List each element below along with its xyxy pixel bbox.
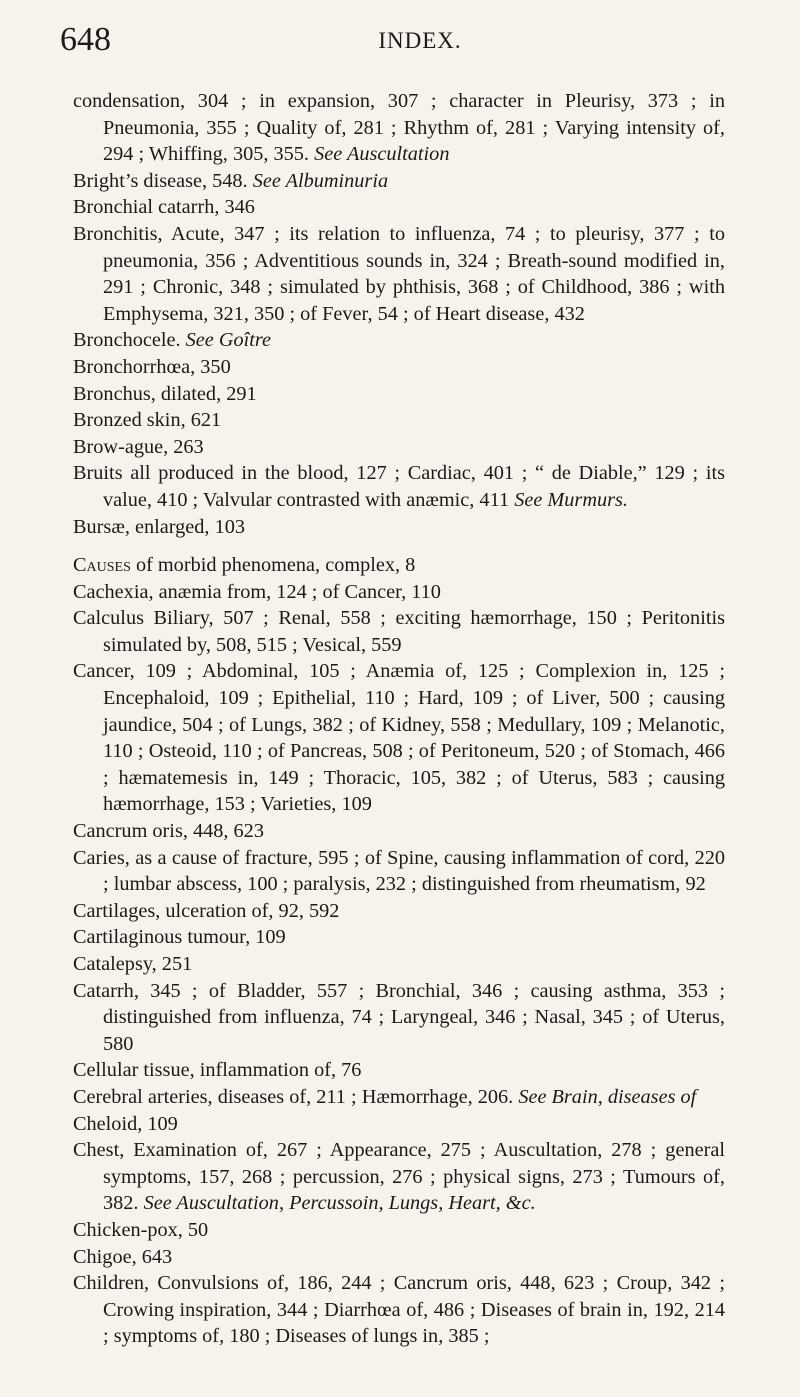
see-reference: See Auscultation, Percussoin, Lungs, Heart, &c. <box>143 1192 536 1215</box>
entry-text: Chest, Examination of, 267 ; Appearance, 275 ; Auscultation, 278 ; general symptoms, 157, 268 ; percussion, 276 ; physical signs, 273 ; Tumours of, 382. <box>73 1139 725 1215</box>
index-entry <box>73 407 725 434</box>
entry-text: Caries, as a cause of fracture, 595 ; of Spine, causing inflammation of cord, 220 ; lumbar abscess, 100 ; paralysis, 232 ; distinguished from rheumatism, 92 <box>73 846 725 896</box>
index-entry <box>73 951 725 978</box>
entry-text: Cartilages, ulceration of, 92, 592 <box>73 899 340 922</box>
index-entry <box>73 168 725 195</box>
index-entry <box>73 88 725 168</box>
entry-text: Children, Convulsions of, 186, 244 ; Cancrum oris, 448, 623 ; Croup, 342 ; Crowing inspiration, 344 ; Diarrhœa of, 486 ; Diseases of brain in, 192, 214 ; symptoms of, 180 ; Diseases of lungs in, 385 ; <box>73 1272 725 1348</box>
entry-text: Chicken-pox, 50 <box>73 1218 209 1241</box>
index-entry <box>73 354 725 381</box>
entry-text: Bronzed skin, 621 <box>73 409 222 432</box>
entry-text: Cheloid, 109 <box>73 1112 178 1135</box>
entry-text: Cancrum oris, 448, 623 <box>73 820 264 843</box>
see-reference: See Auscultation <box>314 143 450 166</box>
index-entry <box>73 1111 725 1138</box>
entry-text: Bursæ, enlarged, 103 <box>73 515 245 538</box>
running-title: INDEX. <box>378 28 462 53</box>
entry-text: condensation, 304 ; in expansion, 307 ; character in Pleurisy, 373 ; in Pneumonia, 355 ; Quality of, 281 ; Rhythm of, 281 ; Varying intensity of, 294 ; Whiffing, 305, 355. <box>73 90 725 166</box>
index-entry <box>73 434 725 461</box>
index-entry <box>73 1244 725 1271</box>
entry-text: Cerebral arteries, diseases of, 211 ; Hæmorrhage, 206. <box>73 1085 514 1108</box>
entry-text: Cartilaginous tumour, 109 <box>73 926 286 949</box>
index-entry <box>73 605 725 658</box>
index-entry <box>73 381 725 408</box>
index-entry <box>73 658 725 818</box>
index-entry <box>73 978 725 1058</box>
see-reference: See Murmurs. <box>514 488 628 511</box>
see-reference: See Albuminuria <box>252 169 389 192</box>
entry-lead-word: Causes <box>73 554 131 577</box>
entry-text: Bronchorrhœa, 350 <box>73 355 231 378</box>
entry-text: Bronchitis, Acute, 347 ; its relation to influenza, 74 ; to pleurisy, 377 ; to pneumonia, 356 ; Adventitious sounds in, 324 ; Breath-sound modified in, 291 ; Chronic, 348 ; simulated by phthisis, 368 ; of Childhood, 386 ; with Emphysema, 321, 350 ; of Fever, 54 ; of Heart disease, 432 <box>73 222 725 325</box>
entry-text: Bright’s disease, 548. <box>73 169 248 192</box>
entry-text: Cachexia, anæmia from, 124 ; of Cancer, 110 <box>73 580 441 603</box>
entry-text: Catarrh, 345 ; of Bladder, 557 ; Bronchial, 346 ; causing asthma, 353 ; distinguished from influenza, 74 ; Laryngeal, 346 ; Nasal, 345 ; of Uterus, 580 <box>73 979 725 1055</box>
entry-text: Cellular tissue, inflammation of, 76 <box>73 1059 362 1082</box>
entry-text: Cancer, 109 ; Abdominal, 105 ; Anæmia of, 125 ; Complexion in, 125 ; Encephaloid, 109 ; Epithelial, 110 ; Hard, 109 ; of Liver, 500 ; causing jaundice, 504 ; of Lungs, 382 ; of Kidney, 558 ; Medullary, 109 ; Melanotic, 110 ; Osteoid, 110 ; of Pancreas, 508 ; of Peritoneum, 520 ; of Stomach, 466 ; hæmatemesis in, 149 ; Thoracic, 105, 382 ; of Uterus, 583 ; causing hæmorrhage, 153 ; Varieties, 109 <box>73 660 725 816</box>
entry-text: Brow-ague, 263 <box>73 435 204 458</box>
index-entry <box>73 1057 725 1084</box>
page-header <box>60 20 780 60</box>
index-entry <box>73 1217 725 1244</box>
index-entry <box>73 924 725 951</box>
entry-text: of morbid phenomena, complex, 8 <box>130 554 416 577</box>
index-entry <box>73 579 725 606</box>
index-entry <box>73 898 725 925</box>
entry-text: Bronchus, dilated, 291 <box>73 382 257 405</box>
index-entry <box>73 552 725 579</box>
see-reference: See Goître <box>185 329 272 352</box>
index-entry <box>73 818 725 845</box>
entry-text: Chigoe, 643 <box>73 1245 173 1268</box>
index-entries <box>73 88 725 1350</box>
index-entry <box>73 1084 725 1111</box>
index-entry <box>73 460 725 513</box>
entry-text: Bronchocele. <box>73 329 181 352</box>
index-entry <box>73 194 725 221</box>
index-entry <box>73 1270 725 1350</box>
index-entry <box>73 221 725 327</box>
entry-text: Calculus Biliary, 507 ; Renal, 558 ; exciting hæmorrhage, 150 ; Peritonitis simulated by, 508, 515 ; Vesical, 559 <box>73 607 725 656</box>
entry-text: Bruits all produced in the blood, 127 ; Cardiac, 401 ; “ de Diable,” 129 ; its value, 410 ; Valvular contrasted with anæmic, 411 <box>73 462 725 511</box>
entry-text: Catalepsy, 251 <box>73 953 193 975</box>
page-number: 648 <box>60 21 111 58</box>
index-entry <box>73 845 725 898</box>
index-entry <box>73 514 725 541</box>
index-entry <box>73 1137 725 1217</box>
see-reference: See Brain, diseases of <box>518 1085 697 1108</box>
index-entry <box>73 327 725 354</box>
entry-text: Bronchial catarrh, 346 <box>73 196 255 219</box>
